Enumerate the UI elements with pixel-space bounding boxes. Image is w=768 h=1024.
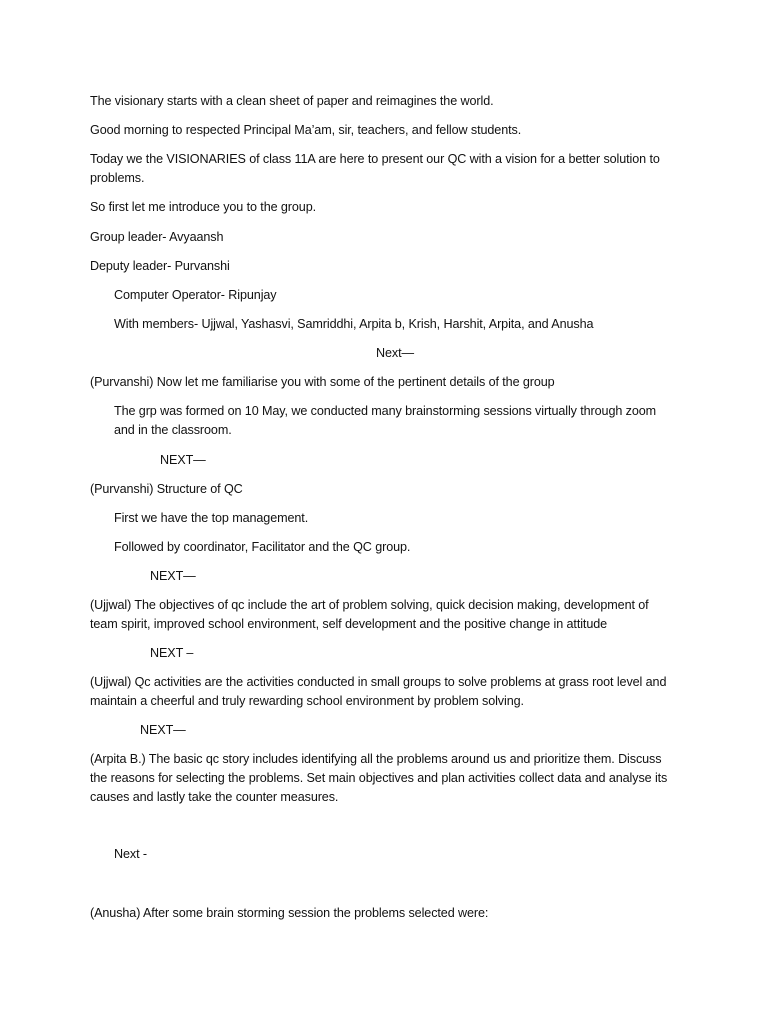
purvanshi-details: (Purvanshi) Now let me familiarise you with some of the pertinent details of the group (90, 375, 555, 389)
activities-paragraph: (Ujjwal) Qc activities are the activities conducted in small groups to solve problems at grass root level and maintain a cheerful and truly rewarding school environment by problem solving. (90, 675, 667, 708)
computer-operator: Computer Operator- Ripunjay (114, 288, 277, 302)
members-list: With members- Ujjwal, Yashasvi, Samriddhi, Arpita b, Krish, Harshit, Arpita, and Anusha (114, 317, 594, 331)
greeting: Good morning to respected Principal Ma’am, sir, teachers, and fellow students. (90, 123, 522, 137)
next-marker: NEXT— (160, 453, 206, 467)
group-leader: Group leader- Avyaansh (90, 230, 224, 244)
qc-story-paragraph: (Arpita B.) The basic qc story includes identifying all the problems around us and prioritize them. Discuss the reasons for selecting the problems. Set main objectives and plan activities collect data and analyse its causes and lastly take the counter measures. (90, 752, 668, 804)
structure-heading: (Purvanshi) Structure of QC (90, 482, 243, 496)
next-marker: Next - (114, 847, 147, 861)
next-marker: NEXT— (140, 723, 186, 737)
opening-quote: The visionary starts with a clean sheet of paper and reimagines the world. (90, 94, 494, 108)
deputy-leader: Deputy leader- Purvanshi (90, 259, 230, 273)
group-intro: So first let me introduce you to the group. (90, 200, 317, 214)
problems-intro: (Anusha) After some brain storming session the problems selected were: (90, 906, 489, 920)
objectives-paragraph: (Ujjwal) The objectives of qc include the art of problem solving, quick decision making, development of team spirit, improved school environment, self development and the positive change in attitude (90, 598, 649, 631)
coordinator-line: Followed by coordinator, Facilitator and the QC group. (114, 540, 411, 554)
next-marker: NEXT – (150, 646, 194, 660)
top-management: First we have the top management. (114, 511, 309, 525)
introduction: Today we the VISIONARIES of class 11A are here to present our QC with a vision for a better solution to problems. (90, 152, 660, 185)
group-formation: The grp was formed on 10 May, we conducted many brainstorming sessions virtually through zoom and in the classroom. (114, 404, 657, 437)
next-marker: NEXT— (150, 569, 196, 583)
next-marker: Next— (376, 346, 414, 360)
